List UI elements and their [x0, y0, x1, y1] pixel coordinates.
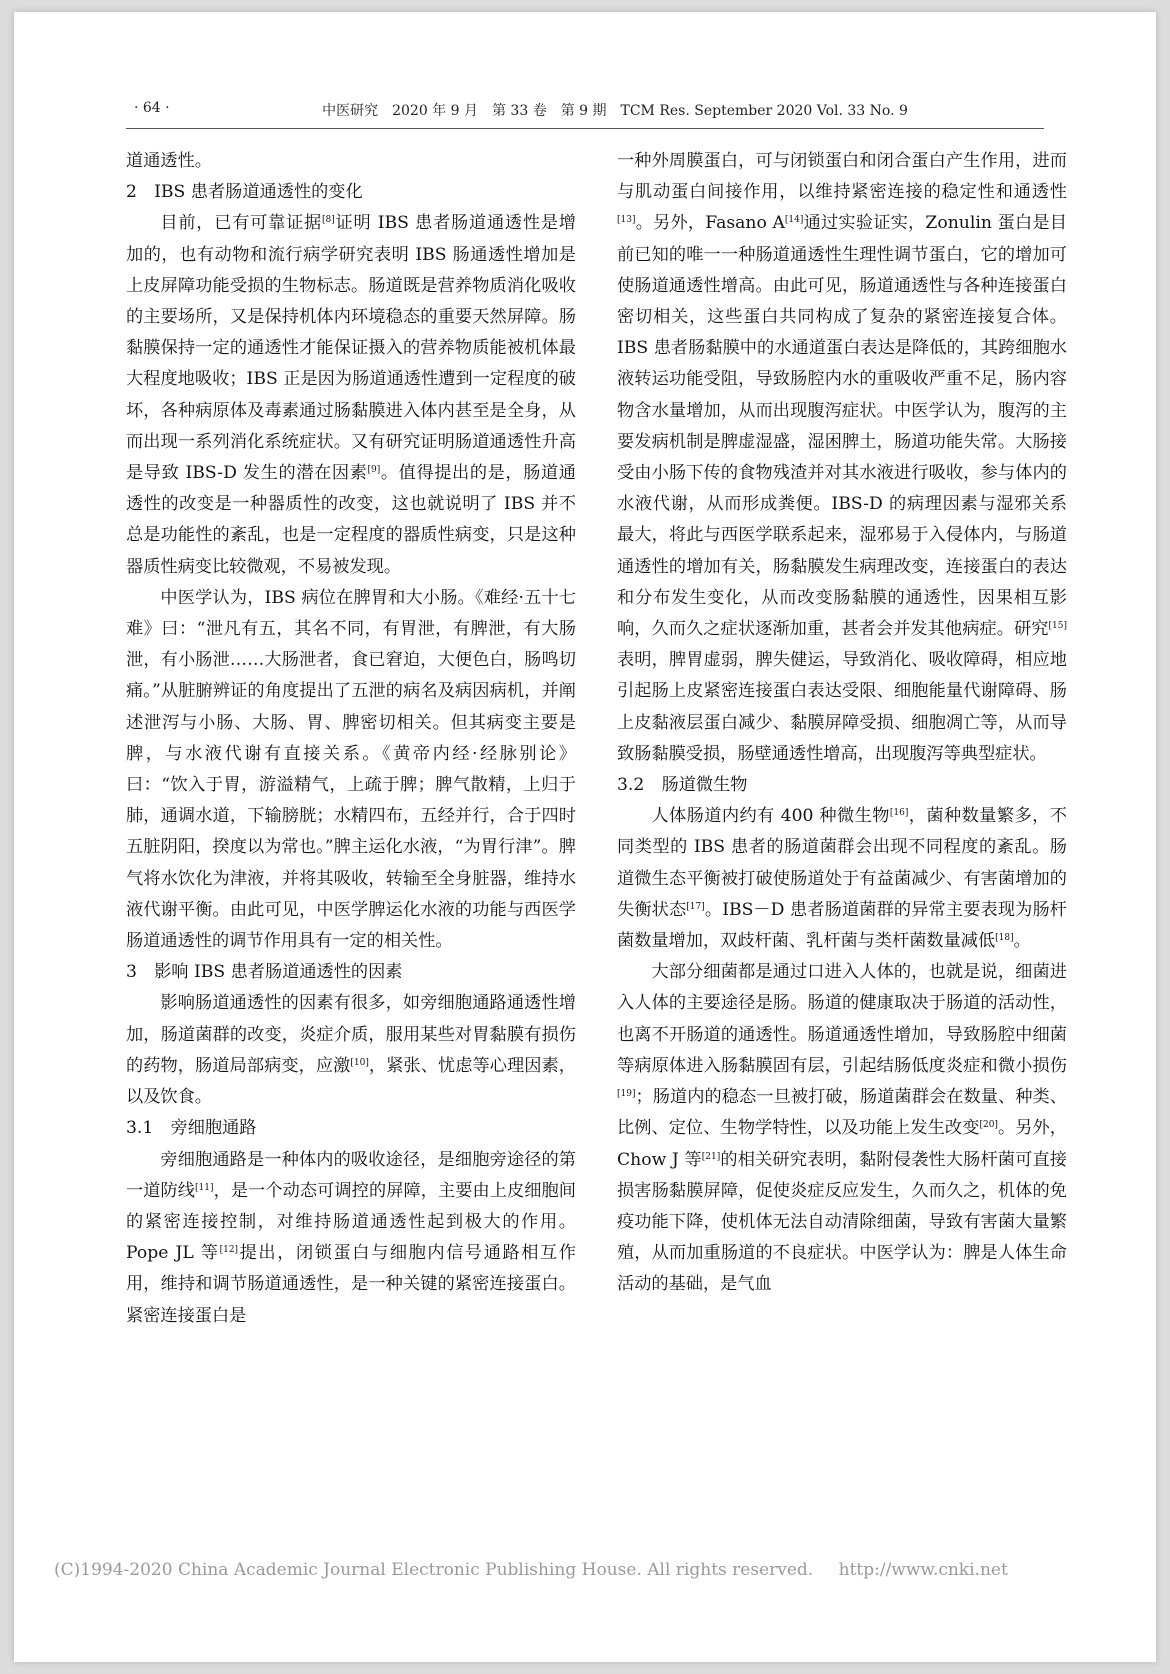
- publisher-url[interactable]: http://www.cnki.net: [838, 1560, 1008, 1580]
- paragraph: 中医学认为，IBS 病位在脾胃和大小肠。《难经·五十七难》曰：“泄凡有五，其名不同，有胃泄，有脾泄，有大肠泄，有小肠泄……大肠泄者，食已窘迫，大便色白，肠鸣切痛。”从脏腑辨证的角度提出了五泄的病名及病因病机，并阐述泄泻与小肠、大肠、胃、脾密切相关。但其病变主要是脾，与水液代谢有直接关系。《黄帝内经·经脉别论》曰：“饮入于胃，游溢精气，上疏于脾；脾气散精，上归于肺，通调水道，下输膀胱；水精四布，五经并行，合于四时五脏阴阳，揆度以为常也。”脾主运化水液，“为胃行津”。脾气将水饮化为津液，并将其吸收，转输至全身脏器，维持水液代谢平衡。由此可见，中医学脾运化水液的功能与西医学肠道通透性的调节作用具有一定的相关性。: [126, 587, 576, 952]
- paragraph: 目前，已有可靠证据[8]证明 IBS 患者肠道通透性是增加的，也有动物和流行病学研究表明 IBS 肠通透性增加是上皮屏障功能受损的生物标志。肠道既是营养物质消化吸收的主要场所，又是保持机体内环境稳态的重要天然屏障。肠黏膜保持一定的通透性才能保证摄入的营养物质能被机体最大程度地吸收；IBS 正是因为肠道通透性遭到一定程度的破坏，各种病原体及毒素通过肠黏膜进入体内甚至是全身，从而出现一系列消化系统症状。又有研究证明肠道通透性升高是导致 IBS-D 发生的潜在因素[9]。值得提出的是，肠道通透性的改变是一种器质性的改变，这也就说明了 IBS 并不总是功能性的紊乱，也是一定程度的器质性病变，只是这种器质性病变比较微观，不易被发现。: [126, 213, 576, 577]
- citation-ref: [19]: [617, 1089, 636, 1100]
- paragraph: 旁细胞通路是一种体内的吸收途径，是细胞旁途径的第一道防线[11]，是一个动态可调控的屏障，主要由上皮细胞间的紧密连接控制，对维持肠道通透性起到极大的作用。Pope JL 等[12]提出，闭锁蛋白与细胞内信号通路相互作用，维持和调节肠道通透性，是一种关键的紧密连接蛋白。紧密连接蛋白是: [126, 1149, 576, 1326]
- paragraph: 人体肠道内约有 400 种微生物[16]，菌种数量繁多，不同类型的 IBS 患者的肠道菌群会出现不同程度的紊乱。肠道微生态平衡被打破使肠道处于有益菌减少、有害菌增加的失衡状态[17]。IBS－D 患者肠道菌群的异常主要表现为肠杆菌数量增加，双歧杆菌、乳杆菌与类杆菌数量减低[18]。: [617, 806, 1067, 952]
- citation-ref: [8]: [322, 215, 335, 226]
- subsection-heading-3-1: 3.1 旁细胞通路: [126, 1118, 257, 1139]
- citation-ref: [12]: [219, 1245, 239, 1256]
- right-column: [617, 146, 1067, 1301]
- copyright-text: (C)1994-2020 China Academic Journal Electronic Publishing House. All rights reserved.: [54, 1560, 814, 1580]
- citation-ref: [20]: [979, 1120, 998, 1131]
- citation-ref: [13]: [617, 215, 636, 226]
- subsection-heading-3-2: 3.2 肠道微生物: [617, 775, 748, 796]
- section-heading-3: 3 影响 IBS 患者肠道通透性的因素: [126, 962, 403, 983]
- citation-ref: [18]: [995, 933, 1014, 944]
- page-number: · 64 ·: [134, 100, 170, 116]
- citation-ref: [17]: [686, 901, 705, 912]
- citation-ref: [11]: [195, 1182, 214, 1193]
- citation-ref: [10]: [350, 1057, 369, 1068]
- citation-ref: [14]: [784, 215, 804, 226]
- journal-page: [14, 12, 1156, 1662]
- citation-ref: [15]: [1048, 621, 1067, 632]
- running-head: [134, 100, 1036, 120]
- paragraph: 大部分细菌都是通过口进入人体的，也就是说，细菌进入人体的主要途径是肠。肠道的健康取决于肠道的活动性，也离不开肠道的通透性。肠道通透性增加，导致肠腔中细菌等病原体进入肠黏膜固有层，引起结肠低度炎症和微小损伤[19]；肠道内的稳态一旦被打破，肠道菌群会在数量、种类、比例、定位、生物学特性，以及功能上发生改变[20]。另外，Chow J 等[21]的相关研究表明，黏附侵袭性大肠杆菌可直接损害肠黏膜屏障，促使炎症反应发生，久而久之，机体的免疫功能下降，使机体无法自动清除细菌，导致有害菌大量繁殖，从而加重肠道的不良症状。中医学认为：脾是人体生命活动的基础，是气血: [617, 962, 1067, 1295]
- citation-ref: [21]: [701, 1151, 721, 1162]
- journal-citation-line: 中医研究 2020 年 9 月 第 33 卷 第 9 期 TCM Res. September 2020 Vol. 33 No. 9: [322, 103, 908, 119]
- citation-ref: [16]: [889, 808, 909, 819]
- paragraph: 一种外周膜蛋白，可与闭锁蛋白和闭合蛋白产生作用，进而与肌动蛋白间接作用，以维持紧密连接的稳定性和通透性[13]。另外，Fasano A[14]通过实验证实，Zonulin 蛋白是目前已知的唯一一种肠道通透性生理性调节蛋白，它的增加可使肠道通透性增高。由此可见，肠道通透性与各种连接蛋白密切相关，这些蛋白共同构成了复杂的紧密连接复合体。IBS 患者肠黏膜中的水通道蛋白表达是降低的，其跨细胞水液转运功能受阻，导致肠腔内水的重吸收严重不足，肠内容物含水量增加，从而出现腹泻症状。中医学认为，腹泻的主要发病机制是脾虚湿盛，湿困脾土，肠道功能失常。大肠接受由小肠下传的食物残渣并对其水液进行吸收，参与体内的水液代谢，从而形成粪便。IBS-D 的病理因素与湿邪关系最大，将此与西医学联系起来，湿邪易于入侵体内，与肠道通透性的增加有关，肠黏膜发生病理改变，连接蛋白的表达和分布发生变化，从而改变肠黏膜的通透性，因果相互影响，久而久之症状逐渐加重，甚者会并发其他病症。研究[15]表明，脾胃虚弱，脾失健运，导致消化、吸收障碍，相应地引起肠上皮紧密连接蛋白表达受限、细胞能量代谢障碍、肠上皮黏液层蛋白减少、黏膜屏障受损、细胞凋亡等，从而导致肠黏膜受损，肠壁通透性增高，出现腹泻等典型症状。: [617, 151, 1067, 764]
- header-rule: [126, 128, 1044, 129]
- paragraph: 影响肠道通透性的因素有很多，如旁细胞通路通透性增加，肠道菌群的改变，炎症介质，服用某些对胃黏膜有损伤的药物，肠道局部病变，应激[10]，紧张、忧虑等心理因素，以及饮食。: [126, 993, 576, 1108]
- copyright-footer: [54, 1560, 1054, 1580]
- citation-ref: [9]: [367, 465, 381, 476]
- paragraph: 道通透性。: [126, 151, 212, 171]
- left-column: [126, 146, 576, 1332]
- section-heading-2: 2 IBS 患者肠道通透性的变化: [126, 182, 363, 203]
